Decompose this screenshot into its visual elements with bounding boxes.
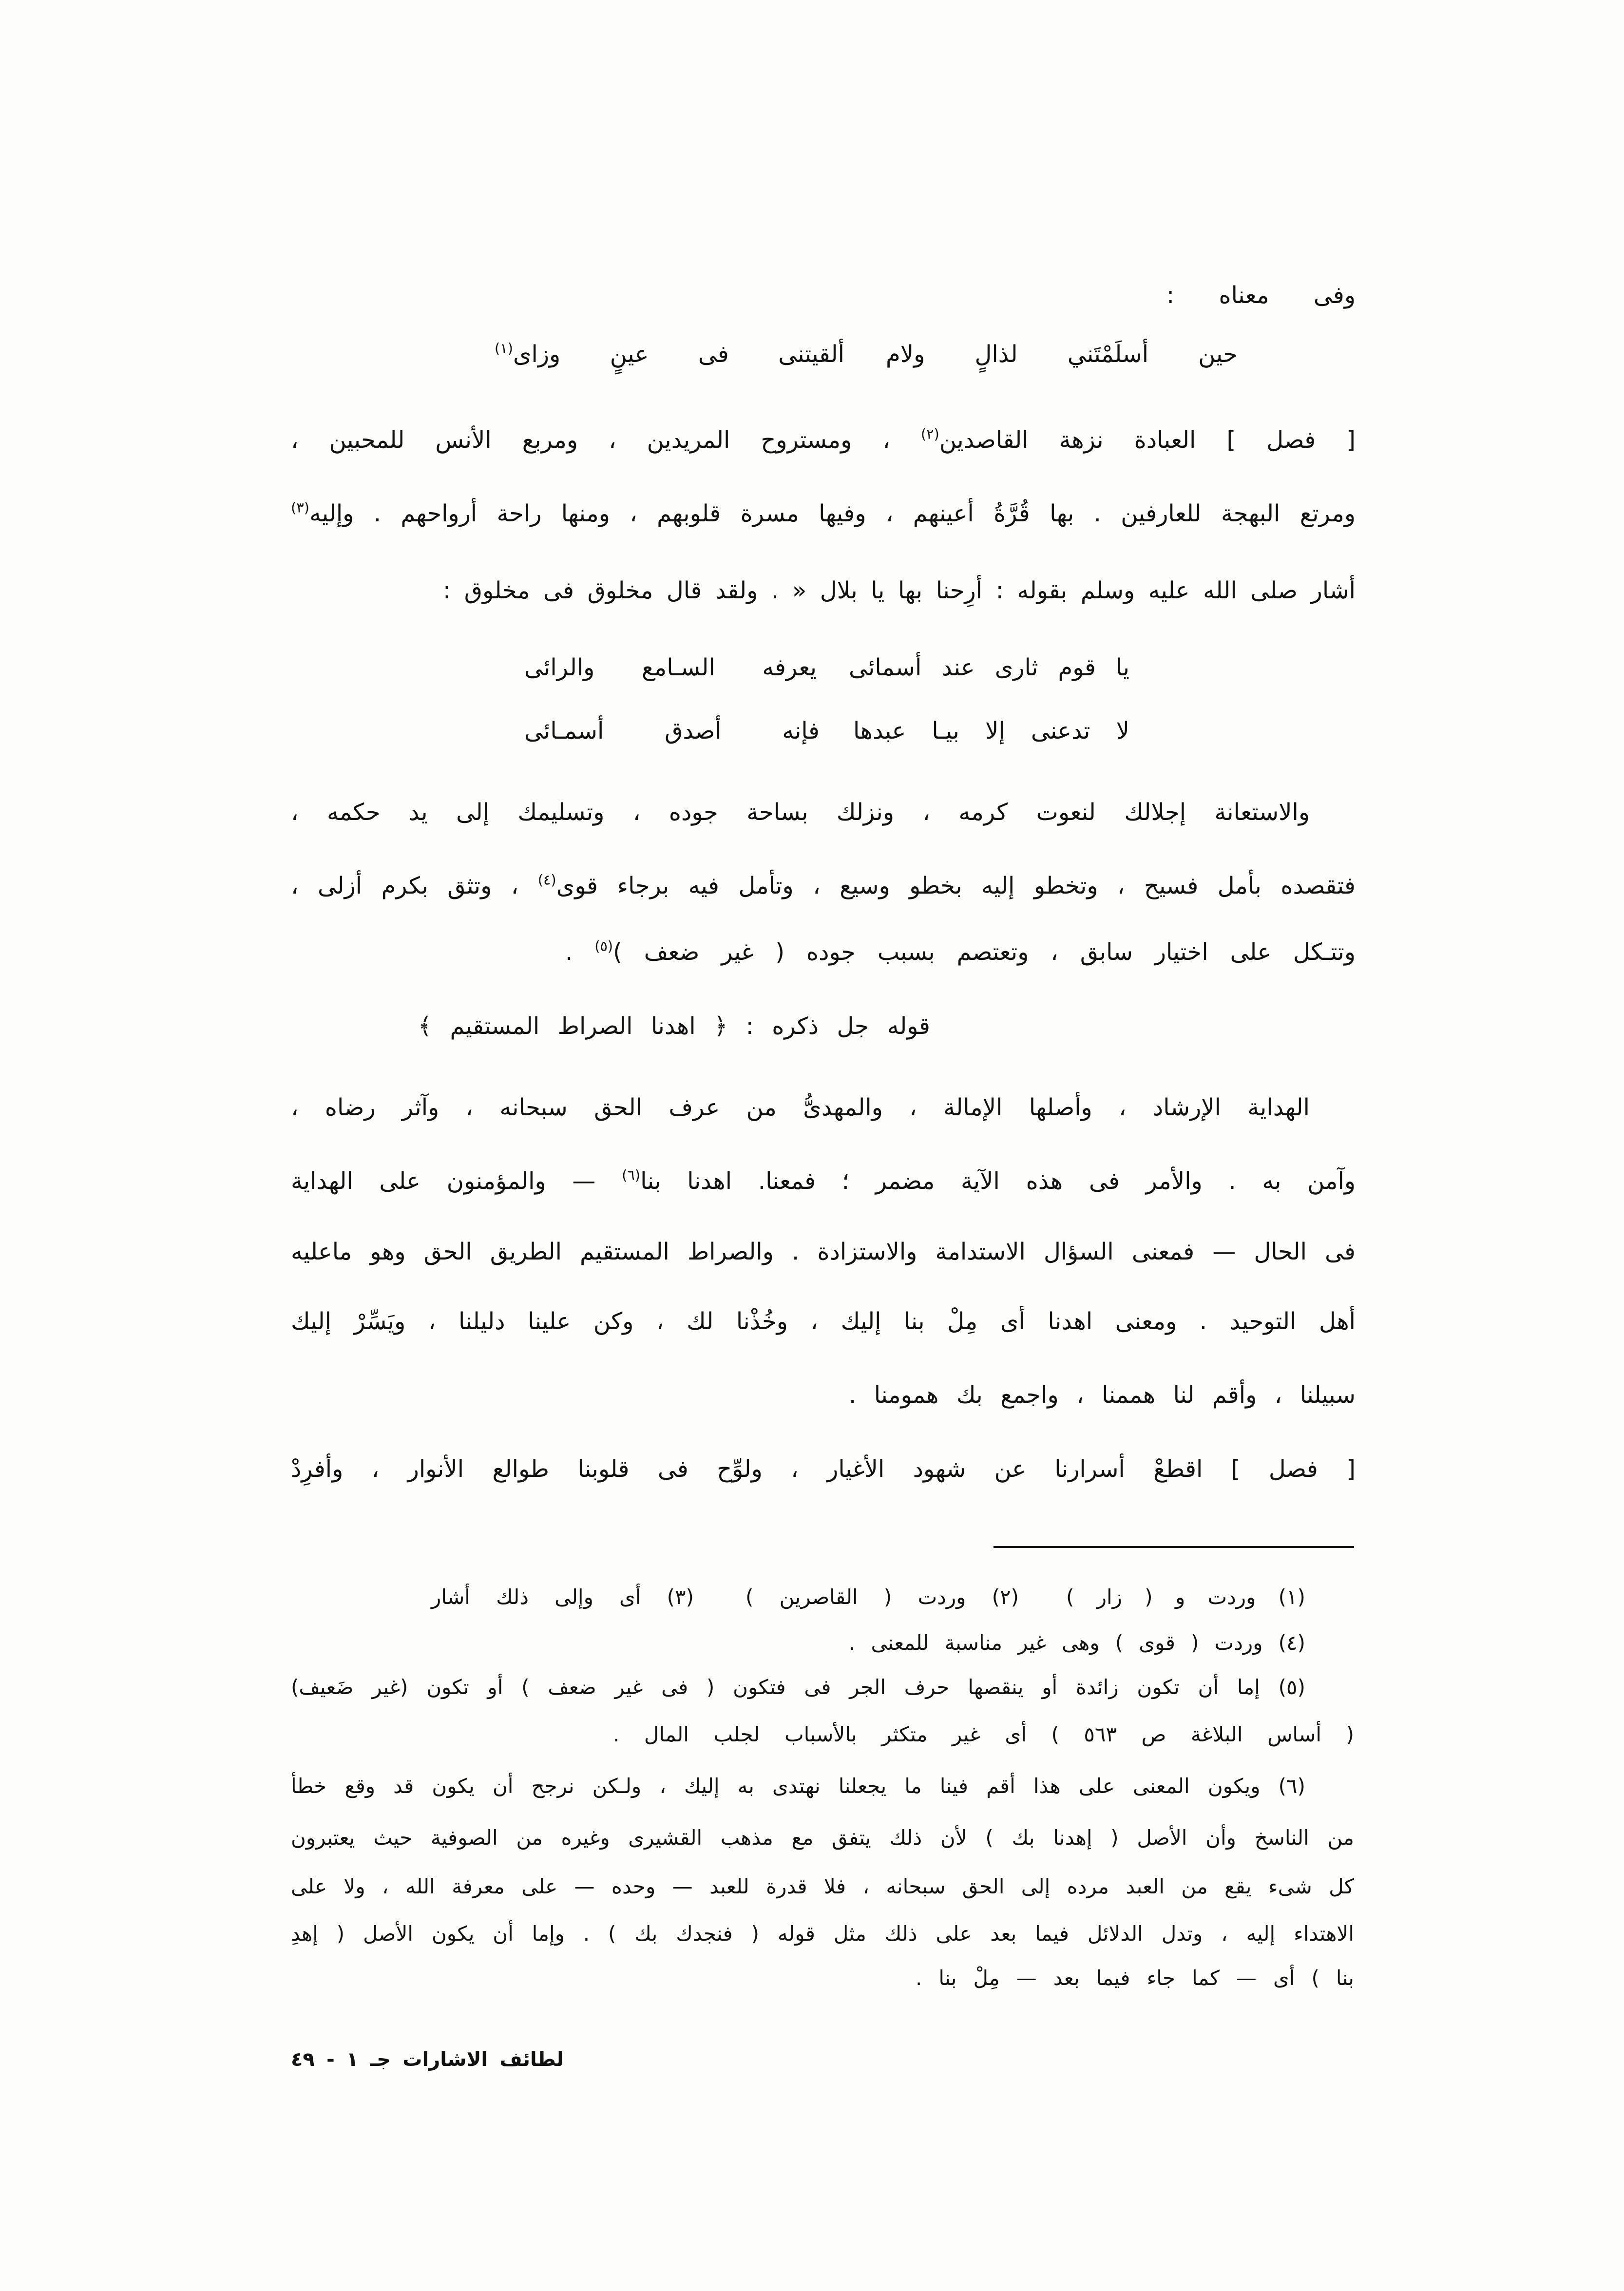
footnote-line: (٤) وردت ( قوى ) وهى غير مناسبة للمعنى . bbox=[849, 1631, 1305, 1655]
footnote-item: (٢) وردت ( القاصرين ) bbox=[745, 1585, 1019, 1609]
text-line bbox=[443, 566, 1356, 615]
verse-hemistich-second: فإنه أصدق أسمـائى bbox=[524, 717, 820, 745]
verse-hemistich-first: حين أسلَمْتَني لذالٍ ولام bbox=[886, 341, 1238, 368]
line-text: — والمؤمنون على الهداية bbox=[291, 1167, 622, 1195]
text-line: أهل التوحيد . ومعنى اهدنا أى مِلْ بنا إليك ، وخُذْنا لك ، وكن علينا دليلنا ، ويَسِّرْ إليك bbox=[291, 1308, 1356, 1335]
text-line: الهداية الإرشاد ، وأصلها الإمالة ، والمهدىُّ من عرف الحق سبحانه ، وآثر رضاه ، bbox=[291, 1094, 1310, 1121]
line-text: ، وتثق بكرم أزلى ، bbox=[291, 872, 538, 899]
text-line: والاستعانة إجلالك لنعوت كرمه ، ونزلك بساحة جوده ، وتسليمك إلى يد حكمه ، bbox=[291, 799, 1310, 826]
footnote-line: كل شىء يقع من العبد مرده إلى الحق سبحانه ، فلا قدرة للعبد — وحده — على معرفة الله ، ولا على bbox=[291, 1874, 1354, 1898]
text-line bbox=[291, 861, 1356, 910]
quran-verse-heading: قوله جل ذكره : ﴿ اهدنا الصراط المستقيم ﴾ bbox=[418, 1012, 930, 1040]
closing-quote: » bbox=[792, 577, 807, 604]
line-text: [ فصل ] العبادة نزهة القاصدين bbox=[939, 426, 1356, 454]
page-footer: لطائف الاشارات جـ ١ - ٤٩ bbox=[291, 2048, 564, 2071]
line-text: ومرتع البهجة للعارفين . بها قُرَّةُ أعينهم ، وفيها مسرة قلوبهم ، ومنها راحة أرواحهم . وإليه bbox=[309, 500, 1356, 527]
line-text: أشار صلى الله عليه وسلم بقوله : أرِحنا بها يا بلال bbox=[806, 577, 1356, 604]
verse-hemistich-second: يعرفه السـامع والرائى bbox=[524, 654, 817, 681]
footnote-line: (٥) إما أن تكون زائدة أو ينقصها حرف الجر فى فتكون ( فى غير ضعف ) أو تكون (غير ضَعيف) bbox=[291, 1675, 1305, 1699]
verse-hemistich-first: لا تدعنى إلا بيـا عبدها bbox=[853, 717, 1129, 745]
text-line: سبيلنا ، وأقم لنا هممنا ، واجمع بك همومنا . bbox=[849, 1381, 1356, 1409]
footnote-marker: (١) bbox=[495, 340, 513, 357]
verse-hemistich-first: يا قوم ثارى عند أسمائى bbox=[849, 654, 1129, 681]
footnote-line: ( أساس البلاغة ص ٥٦٣ ) أى غير متكثر بالأسباب لجلب المال . bbox=[613, 1722, 1354, 1746]
line-text: . bbox=[565, 938, 595, 966]
footnote-line: الاهتداء إليه ، وتدل الدلائل فيما بعد على ذلك مثل قوله ( فنجدك بك ) . وإما أن يكون الأصل ( إهدِ bbox=[291, 1922, 1354, 1946]
line-text: ، ومستروح المريدين ، ومربع الأنس للمحبين ، bbox=[291, 426, 921, 454]
text-line: فى الحال — فمعنى السؤال الاستدامة والاستزادة . والصراط المستقيم الطريق الحق وهو ماعليه bbox=[291, 1238, 1356, 1265]
verse-hemistich-second bbox=[495, 330, 844, 379]
intro-line: وفى معناه : bbox=[1166, 282, 1356, 309]
text-line bbox=[291, 1157, 1356, 1205]
footnote-item: (٣) أى وإلى ذلك أشار bbox=[431, 1585, 694, 1609]
text-line: [ فصل ] اقطعْ أسرارنا عن شهود الأغيار ، ولوِّح فى قلوبنا طوالع الأنوار ، وأفرِدْ bbox=[291, 1455, 1356, 1483]
footnote-line: من الناسخ وأن الأصل ( إهدنا بك ) لأن ذلك يتفق مع مذهب القشيرى وغيره من الصوفية حيث يعتبرون bbox=[291, 1826, 1354, 1850]
verse-text: ألقيتنى فى عينٍ وزاى bbox=[513, 341, 844, 368]
footnote-marker: (٦) bbox=[622, 1166, 641, 1184]
footnote-item: (١) وردت و ( زار ) bbox=[1066, 1585, 1305, 1609]
footnote-marker: (٣) bbox=[291, 499, 309, 516]
line-text: وآمن به . والأمر فى هذه الآية مضمر ؛ فمعنا. اهدنا بنا bbox=[640, 1167, 1356, 1195]
footnote-marker: (٥) bbox=[594, 937, 613, 955]
line-text: . ولقد قال مخلوق فى مخلوق : bbox=[443, 577, 792, 604]
footnote-marker: (٢) bbox=[920, 425, 939, 442]
text-line bbox=[291, 489, 1356, 538]
text-line bbox=[565, 928, 1356, 976]
footnote-line: (٦) ويكون المعنى على هذا أقم فينا ما يجعلنا نهتدى به إليك ، ولـكن نرجح أن يكون قد وقع خطأ bbox=[291, 1774, 1305, 1798]
footnote-separator bbox=[994, 1546, 1354, 1548]
line-text: وتتـكل على اختيار سابق ، وتعتصم بسبب جوده ( غير ضعف ) bbox=[613, 938, 1356, 966]
text-line bbox=[291, 416, 1356, 464]
line-text: فتقصده بأمل فسيح ، وتخطو إليه بخطو وسيع ، وتأمل فيه برجاء قوى bbox=[556, 872, 1356, 899]
footnote-marker: (٤) bbox=[537, 871, 556, 888]
footnote-line: بنا ) أى — كما جاء فيما بعد — مِلْ بنا . bbox=[916, 1966, 1354, 1990]
